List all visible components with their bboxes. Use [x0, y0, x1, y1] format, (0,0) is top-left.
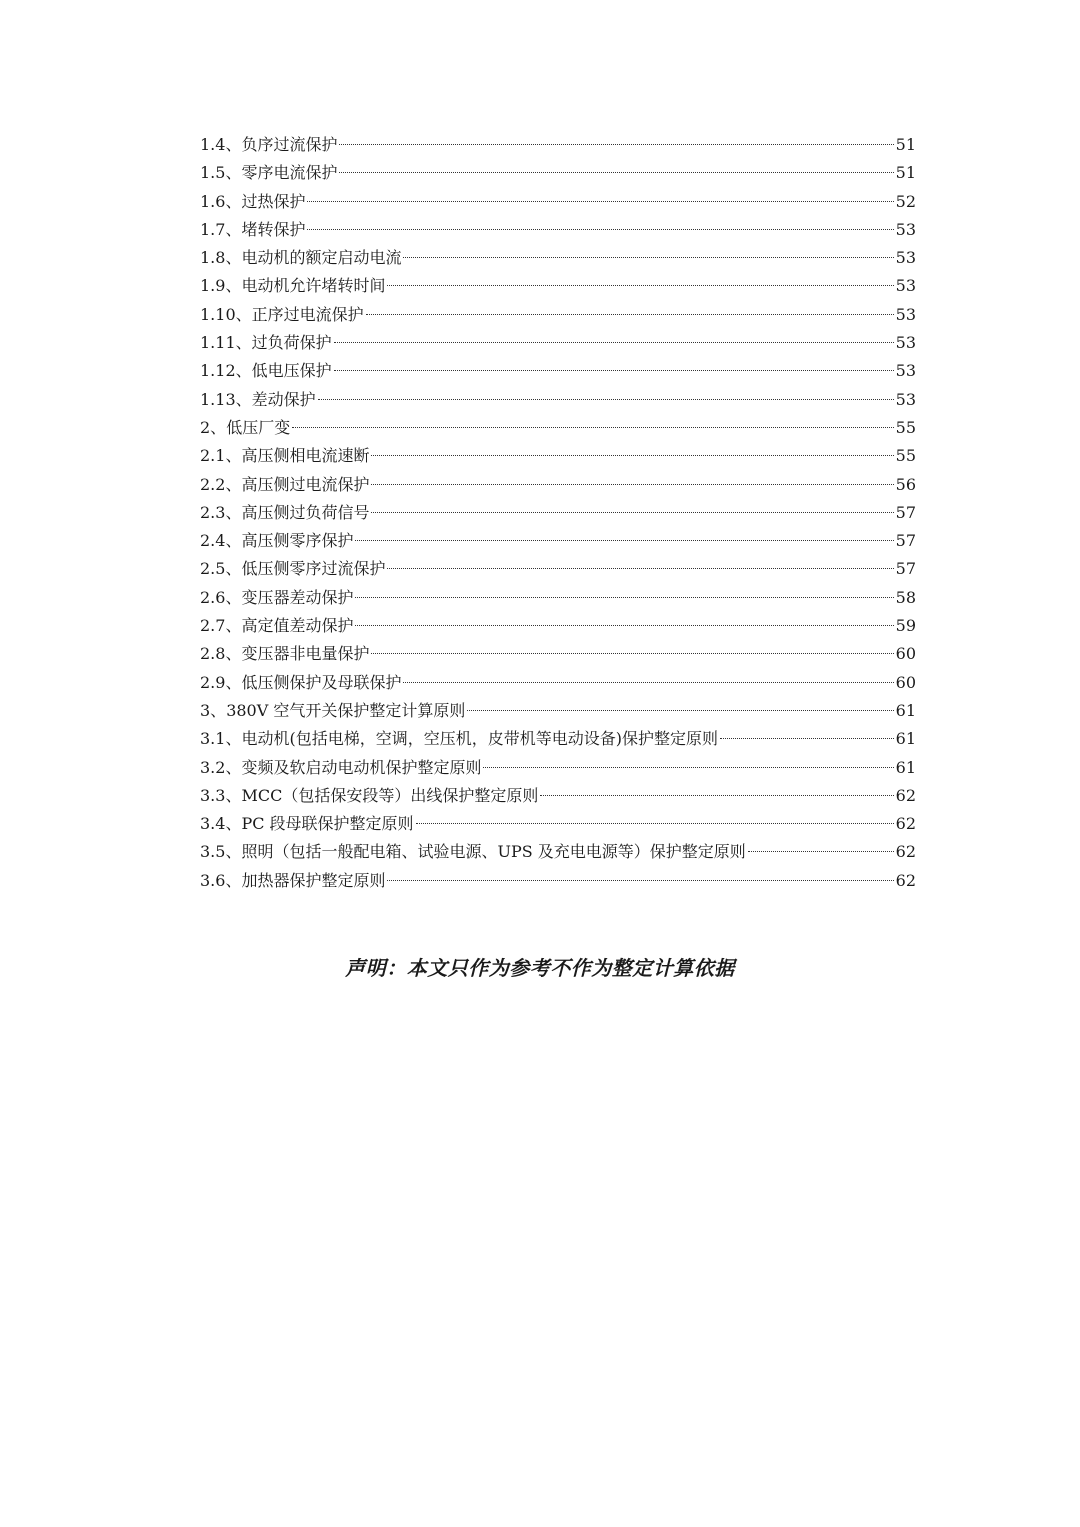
toc-dot-leader	[339, 172, 893, 173]
toc-entry-page-number: 51	[895, 163, 916, 183]
toc-entry-page-number: 53	[895, 304, 916, 324]
toc-entry-number: 3.5、	[200, 842, 242, 862]
toc-entry-page-number: 57	[895, 559, 916, 579]
toc-dot-leader	[387, 880, 893, 881]
toc-entry[interactable]	[200, 867, 916, 895]
toc-entry-title: 差动保护	[251, 389, 316, 409]
toc-dot-leader	[366, 314, 894, 315]
toc-entry[interactable]	[200, 131, 916, 159]
toc-entry[interactable]	[200, 244, 916, 272]
toc-entry-page-number: 55	[895, 417, 916, 437]
toc-entry-page-number: 62	[895, 870, 916, 890]
toc-entry-number: 3.3、	[200, 785, 242, 805]
toc-entry[interactable]	[200, 810, 916, 838]
toc-dot-leader	[355, 597, 893, 598]
toc-entry-page-number: 62	[895, 814, 916, 834]
toc-entry-title: 电动机(包括电梯，空调，空压机，皮带机等电动设备)保护整定原则	[241, 729, 718, 749]
toc-entry[interactable]	[200, 782, 916, 810]
toc-entry-page-number: 55	[895, 446, 916, 466]
toc-dot-leader	[307, 201, 893, 202]
toc-entry[interactable]	[200, 754, 916, 782]
disclaimer-text: 声明：本文只作为参考不作为整定计算依据	[345, 956, 735, 980]
toc-entry-title: 低电压保护	[251, 361, 332, 381]
toc-dot-leader	[403, 682, 893, 683]
toc-entry-title: 低压厂变	[226, 417, 291, 437]
toc-dot-leader	[387, 568, 893, 569]
toc-entry-page-number: 56	[895, 474, 916, 494]
toc-entry-number: 2.8、	[200, 644, 242, 664]
toc-entry-number: 2.9、	[200, 672, 242, 692]
toc-dot-leader	[355, 625, 893, 626]
toc-entry-page-number: 51	[895, 135, 916, 154]
toc-entry-title: MCC（包括保安段等）出线保护整定原则	[241, 785, 539, 805]
toc-entry-title: 高压侧过负荷信号	[241, 502, 370, 522]
toc-entry-title: 变压器差动保护	[241, 587, 354, 607]
toc-entry-number: 1.12、	[200, 361, 252, 381]
toc-entry[interactable]	[200, 838, 916, 866]
toc-dot-leader	[416, 823, 894, 824]
toc-entry-number: 1.9、	[200, 276, 242, 296]
toc-entry-title: 加热器保护整定原则	[241, 870, 386, 890]
toc-entry-title: 低压侧零序过流保护	[241, 559, 386, 579]
toc-dot-leader	[355, 540, 893, 541]
toc-entry-title: 380V 空气开关保护整定计算原则	[226, 700, 466, 720]
toc-entry-number: 2.5、	[200, 559, 242, 579]
toc-entry-title: 低压侧保护及母联保护	[241, 672, 402, 692]
toc-entry[interactable]	[200, 555, 916, 583]
toc-entry-title: 高压侧零序保护	[241, 531, 354, 551]
toc-entry-page-number: 60	[895, 644, 916, 664]
toc-dot-leader	[371, 455, 893, 456]
toc-entry-number: 2、	[200, 417, 227, 437]
toc-entry-page-number: 62	[895, 785, 916, 805]
toc-entry-page-number: 59	[895, 616, 916, 636]
toc-entry[interactable]	[200, 159, 916, 187]
toc-dot-leader	[540, 795, 893, 796]
toc-entry-title: 变压器非电量保护	[241, 644, 370, 664]
toc-entry-number: 3.4、	[200, 814, 242, 834]
toc-entry-number: 2.1、	[200, 446, 242, 466]
toc-entry-title: 照明（包括一般配电箱、试验电源、UPS 及充电电源等）保护整定原则	[241, 842, 746, 862]
toc-entry[interactable]	[200, 357, 916, 385]
toc-entry-title: 高压侧过电流保护	[241, 474, 370, 494]
toc-entry[interactable]	[200, 414, 916, 442]
table-of-contents	[200, 131, 916, 895]
toc-entry-number: 2.3、	[200, 502, 242, 522]
toc-entry-page-number: 53	[895, 389, 916, 409]
toc-entry-number: 2.4、	[200, 531, 242, 551]
toc-entry-number: 1.6、	[200, 191, 242, 211]
toc-entry[interactable]	[200, 188, 916, 216]
toc-entry-number: 3.2、	[200, 757, 242, 777]
toc-entry-title: 高定值差动保护	[241, 616, 354, 636]
toc-entry-page-number: 62	[895, 842, 916, 862]
toc-dot-leader	[292, 427, 893, 428]
toc-entry[interactable]	[200, 584, 916, 612]
toc-dot-leader	[720, 738, 894, 739]
toc-entry-page-number: 53	[895, 333, 916, 353]
toc-entry-number: 2.2、	[200, 474, 242, 494]
toc-dot-leader	[371, 653, 893, 654]
toc-entry-page-number: 61	[895, 700, 916, 720]
toc-entry-page-number: 57	[895, 531, 916, 551]
toc-entry-page-number: 52	[895, 191, 916, 211]
toc-entry-title: PC 段母联保护整定原则	[241, 814, 414, 834]
toc-entry-number: 1.8、	[200, 248, 242, 268]
toc-dot-leader	[318, 399, 894, 400]
toc-dot-leader	[334, 342, 894, 343]
toc-entry-page-number: 57	[895, 502, 916, 522]
toc-entry-number: 3、	[200, 700, 227, 720]
toc-entry[interactable]	[200, 669, 916, 697]
toc-entry[interactable]	[200, 527, 916, 555]
toc-entry-number: 3.1、	[200, 729, 242, 749]
toc-entry[interactable]	[200, 301, 916, 329]
toc-entry-number: 1.7、	[200, 219, 242, 239]
toc-entry-page-number: 61	[895, 729, 916, 749]
toc-entry-title: 电动机的额定启动电流	[241, 248, 402, 268]
toc-entry[interactable]	[200, 386, 916, 414]
toc-entry[interactable]	[200, 612, 916, 640]
toc-entry-title: 过负荷保护	[251, 333, 332, 353]
toc-entry-number: 1.11、	[200, 333, 252, 353]
toc-entry[interactable]	[200, 640, 916, 668]
toc-entry-number: 1.4、	[200, 135, 242, 154]
toc-dot-leader	[371, 484, 893, 485]
toc-entry-page-number: 53	[895, 276, 916, 296]
toc-dot-leader	[748, 851, 894, 852]
toc-entry[interactable]	[200, 272, 916, 300]
toc-entry-page-number: 53	[895, 248, 916, 268]
toc-dot-leader	[334, 370, 894, 371]
toc-entry-title: 堵转保护	[241, 219, 306, 239]
toc-entry-page-number: 60	[895, 672, 916, 692]
toc-dot-leader	[467, 710, 893, 711]
toc-entry-number: 1.13、	[200, 389, 252, 409]
toc-entry-page-number: 53	[895, 219, 916, 239]
toc-entry-title: 高压侧相电流速断	[241, 446, 370, 466]
toc-entry-title: 变频及软启动电动机保护整定原则	[241, 757, 482, 777]
toc-dot-leader	[339, 144, 893, 145]
toc-entry-title: 负序过流保护	[241, 135, 338, 154]
toc-entry-number: 1.5、	[200, 163, 242, 183]
toc-entry-title: 电动机允许堵转时间	[241, 276, 386, 296]
toc-entry-title: 零序电流保护	[241, 163, 338, 183]
toc-entry-number: 2.6、	[200, 587, 242, 607]
toc-dot-leader	[371, 512, 893, 513]
toc-entry[interactable]	[200, 216, 916, 244]
toc-entry-number: 3.6、	[200, 870, 242, 890]
toc-dot-leader	[403, 257, 893, 258]
toc-dot-leader	[483, 767, 893, 768]
toc-entry-number: 2.7、	[200, 616, 242, 636]
toc-entry-page-number: 61	[895, 757, 916, 777]
toc-entry-page-number: 58	[895, 587, 916, 607]
toc-entry[interactable]	[200, 725, 916, 753]
toc-entry[interactable]	[200, 329, 916, 357]
toc-dot-leader	[307, 229, 893, 230]
toc-entry-title: 正序过电流保护	[251, 304, 364, 324]
toc-entry[interactable]	[200, 697, 916, 725]
toc-entry-number: 1.10、	[200, 304, 252, 324]
toc-entry-title: 过热保护	[241, 191, 306, 211]
toc-entry[interactable]	[200, 499, 916, 527]
toc-entry[interactable]	[200, 471, 916, 499]
toc-entry-page-number: 53	[895, 361, 916, 381]
toc-dot-leader	[387, 285, 893, 286]
toc-entry[interactable]	[200, 442, 916, 470]
